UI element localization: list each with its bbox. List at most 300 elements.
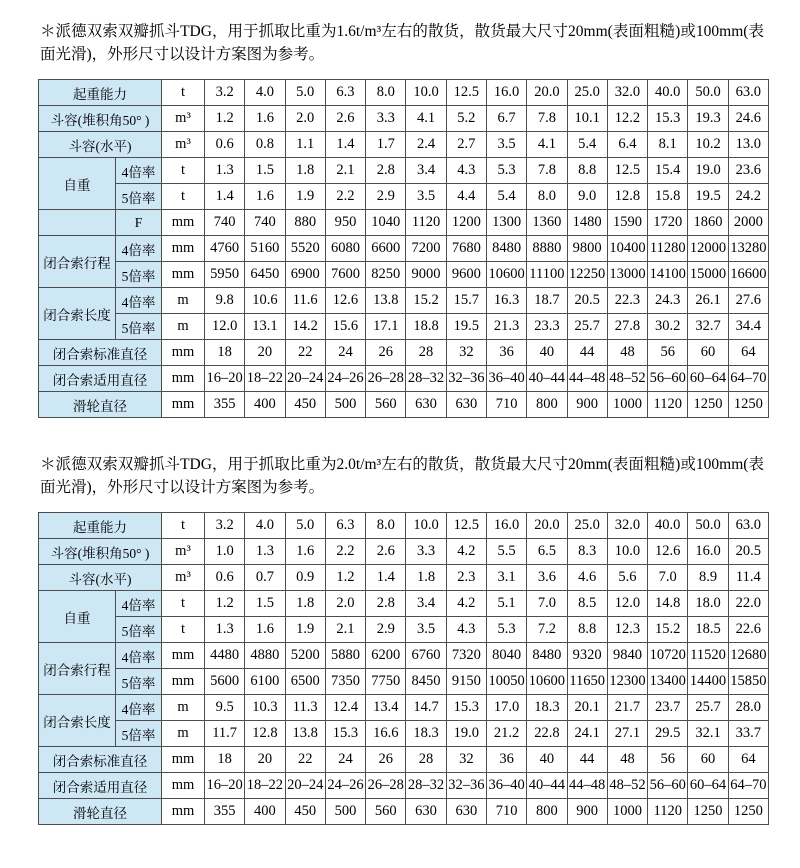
value-cell: 7.8 — [527, 158, 567, 184]
value-cell: 36–40 — [486, 366, 526, 392]
value-cell: 32.0 — [607, 80, 647, 106]
value-cell: 1.9 — [285, 617, 325, 643]
value-cell: 5.0 — [285, 80, 325, 106]
unit-cell: mm — [162, 799, 205, 825]
value-cell: 1.2 — [205, 106, 245, 132]
value-cell: 12.8 — [245, 721, 285, 747]
value-cell: 1.5 — [245, 591, 285, 617]
value-cell: 7750 — [366, 669, 406, 695]
value-cell: 20–24 — [285, 366, 325, 392]
row-label: 斗容(堆积角50° ) — [39, 106, 162, 132]
value-cell: 15850 — [728, 669, 768, 695]
value-cell: 19.5 — [446, 314, 486, 340]
value-cell: 26.1 — [688, 288, 728, 314]
value-cell: 18.5 — [688, 617, 728, 643]
value-cell: 32–36 — [446, 366, 486, 392]
value-cell: 1590 — [607, 210, 647, 236]
value-cell: 9150 — [446, 669, 486, 695]
value-cell: 1120 — [648, 799, 688, 825]
unit-cell: mm — [162, 392, 205, 418]
value-cell: 3.2 — [205, 513, 245, 539]
value-cell: 10720 — [648, 643, 688, 669]
value-cell: 1250 — [728, 799, 768, 825]
value-cell: 10.6 — [245, 288, 285, 314]
row-label: 闭合索标准直径 — [39, 340, 162, 366]
value-cell: 6.3 — [325, 80, 365, 106]
value-cell: 560 — [366, 799, 406, 825]
value-cell: 450 — [285, 799, 325, 825]
intro-paragraph-2: ＊派德双索双瓣抓斗TDG，用于抓取比重为2.0t/m³左右的散货，散货最大尺寸20mm(表面粗糙)或100mm(表面光滑)，外形尺寸以设计方案图为参考。 — [40, 456, 764, 496]
row-group-label — [39, 210, 116, 236]
table-row — [39, 366, 769, 392]
unit-cell: m — [162, 721, 205, 747]
table-row — [39, 721, 769, 747]
value-cell: 24 — [325, 747, 365, 773]
value-cell: 5160 — [245, 236, 285, 262]
value-cell: 40.0 — [648, 80, 688, 106]
value-cell: 44 — [567, 340, 607, 366]
value-cell: 3.5 — [486, 132, 526, 158]
value-cell: 27.8 — [607, 314, 647, 340]
value-cell: 10.3 — [245, 695, 285, 721]
value-cell: 23.6 — [728, 158, 768, 184]
value-cell: 1.4 — [205, 184, 245, 210]
value-cell: 4.2 — [446, 539, 486, 565]
value-cell: 12.8 — [607, 184, 647, 210]
value-cell: 11.6 — [285, 288, 325, 314]
value-cell: 64 — [728, 747, 768, 773]
value-cell: 33.7 — [728, 721, 768, 747]
value-cell: 4480 — [205, 643, 245, 669]
value-cell: 12.5 — [446, 513, 486, 539]
value-cell: 7200 — [406, 236, 446, 262]
value-cell: 17.0 — [486, 695, 526, 721]
value-cell: 18–22 — [245, 366, 285, 392]
row-sub-label: 5倍率 — [116, 184, 162, 210]
value-cell: 8480 — [486, 236, 526, 262]
unit-cell: mm — [162, 340, 205, 366]
unit-cell: m³ — [162, 565, 205, 591]
value-cell: 60–64 — [688, 773, 728, 799]
value-cell: 10600 — [527, 669, 567, 695]
unit-cell: m — [162, 314, 205, 340]
value-cell: 64–70 — [728, 366, 768, 392]
value-cell: 6600 — [366, 236, 406, 262]
value-cell: 8.0 — [366, 513, 406, 539]
value-cell: 15.4 — [648, 158, 688, 184]
value-cell: 22 — [285, 747, 325, 773]
row-label: 斗容(堆积角50° ) — [39, 539, 162, 565]
value-cell: 6450 — [245, 262, 285, 288]
row-label: 斗容(水平) — [39, 565, 162, 591]
value-cell: 9.0 — [567, 184, 607, 210]
value-cell: 450 — [285, 392, 325, 418]
unit-cell: mm — [162, 262, 205, 288]
value-cell: 13.4 — [366, 695, 406, 721]
table-row — [39, 591, 769, 617]
value-cell: 40–44 — [527, 773, 567, 799]
value-cell: 6080 — [325, 236, 365, 262]
row-label: 滑轮直径 — [39, 392, 162, 418]
value-cell: 21.3 — [486, 314, 526, 340]
value-cell: 2.8 — [366, 591, 406, 617]
value-cell: 13.0 — [728, 132, 768, 158]
value-cell: 4760 — [205, 236, 245, 262]
value-cell: 32 — [446, 747, 486, 773]
value-cell: 11650 — [567, 669, 607, 695]
value-cell: 7.0 — [527, 591, 567, 617]
value-cell: 28.0 — [728, 695, 768, 721]
value-cell: 4880 — [245, 643, 285, 669]
value-cell: 16.0 — [486, 513, 526, 539]
value-cell: 6760 — [406, 643, 446, 669]
value-cell: 14.2 — [285, 314, 325, 340]
row-sub-label: 4倍率 — [116, 288, 162, 314]
value-cell: 28 — [406, 747, 446, 773]
value-cell: 40 — [527, 340, 567, 366]
value-cell: 2.2 — [325, 184, 365, 210]
unit-cell: t — [162, 184, 205, 210]
value-cell: 2.9 — [366, 617, 406, 643]
unit-cell: t — [162, 80, 205, 106]
value-cell: 48–52 — [607, 773, 647, 799]
value-cell: 6.5 — [527, 539, 567, 565]
spec-section-2 — [38, 453, 770, 825]
value-cell: 6.4 — [607, 132, 647, 158]
value-cell: 4.1 — [527, 132, 567, 158]
value-cell: 1.1 — [285, 132, 325, 158]
value-cell: 28 — [406, 340, 446, 366]
value-cell: 2.9 — [366, 184, 406, 210]
spec-table-2-body — [39, 513, 769, 825]
value-cell: 740 — [245, 210, 285, 236]
value-cell: 32–36 — [446, 773, 486, 799]
value-cell: 13.8 — [366, 288, 406, 314]
value-cell: 50.0 — [688, 513, 728, 539]
value-cell: 8.8 — [567, 158, 607, 184]
value-cell: 56–60 — [648, 366, 688, 392]
table-row — [39, 314, 769, 340]
value-cell: 1.2 — [205, 591, 245, 617]
value-cell: 630 — [446, 392, 486, 418]
value-cell: 5.0 — [285, 513, 325, 539]
value-cell: 560 — [366, 392, 406, 418]
value-cell: 8.1 — [648, 132, 688, 158]
value-cell: 21.2 — [486, 721, 526, 747]
value-cell: 355 — [205, 799, 245, 825]
unit-cell: mm — [162, 366, 205, 392]
value-cell: 20.5 — [728, 539, 768, 565]
value-cell: 48 — [607, 340, 647, 366]
value-cell: 10.2 — [688, 132, 728, 158]
value-cell: 900 — [567, 392, 607, 418]
row-label: 滑轮直径 — [39, 799, 162, 825]
value-cell: 29.5 — [648, 721, 688, 747]
value-cell: 1.0 — [205, 539, 245, 565]
spec-table-2 — [38, 512, 769, 825]
value-cell: 0.8 — [245, 132, 285, 158]
value-cell: 20.0 — [527, 80, 567, 106]
table-row — [39, 184, 769, 210]
value-cell: 8.9 — [688, 565, 728, 591]
row-sub-label: 4倍率 — [116, 236, 162, 262]
row-sub-label: 4倍率 — [116, 695, 162, 721]
value-cell: 7.2 — [527, 617, 567, 643]
value-cell: 18–22 — [245, 773, 285, 799]
row-label: 闭合索适用直径 — [39, 366, 162, 392]
spec-table-1 — [38, 79, 769, 418]
value-cell: 3.4 — [406, 158, 446, 184]
value-cell: 44–48 — [567, 773, 607, 799]
value-cell: 4.3 — [446, 158, 486, 184]
value-cell: 1360 — [527, 210, 567, 236]
table-row — [39, 643, 769, 669]
value-cell: 60 — [688, 340, 728, 366]
value-cell: 630 — [406, 799, 446, 825]
value-cell: 17.1 — [366, 314, 406, 340]
value-cell: 1250 — [688, 799, 728, 825]
value-cell: 10050 — [486, 669, 526, 695]
value-cell: 12.0 — [205, 314, 245, 340]
value-cell: 2.8 — [366, 158, 406, 184]
value-cell: 24.2 — [728, 184, 768, 210]
row-sub-label: 5倍率 — [116, 617, 162, 643]
value-cell: 7600 — [325, 262, 365, 288]
value-cell: 1.3 — [245, 539, 285, 565]
row-label: 闭合索适用直径 — [39, 773, 162, 799]
value-cell: 8480 — [527, 643, 567, 669]
intro-paragraph-1: ＊派德双索双瓣抓斗TDG，用于抓取比重为1.6t/m³左右的散货，散货最大尺寸20mm(表面粗糙)或100mm(表面光滑)，外形尺寸以设计方案图为参考。 — [40, 23, 764, 63]
value-cell: 400 — [245, 799, 285, 825]
value-cell: 1860 — [688, 210, 728, 236]
value-cell: 1.4 — [366, 565, 406, 591]
value-cell: 24–26 — [325, 366, 365, 392]
value-cell: 10.0 — [406, 80, 446, 106]
value-cell: 23.7 — [648, 695, 688, 721]
value-cell: 2.0 — [285, 106, 325, 132]
value-cell: 5.6 — [607, 565, 647, 591]
unit-cell: m³ — [162, 539, 205, 565]
table-row — [39, 669, 769, 695]
value-cell: 28–32 — [406, 366, 446, 392]
unit-cell: t — [162, 158, 205, 184]
value-cell: 13400 — [648, 669, 688, 695]
value-cell: 5520 — [285, 236, 325, 262]
value-cell: 0.9 — [285, 565, 325, 591]
value-cell: 24–26 — [325, 773, 365, 799]
value-cell: 4.1 — [406, 106, 446, 132]
value-cell: 1.6 — [245, 184, 285, 210]
value-cell: 8450 — [406, 669, 446, 695]
unit-cell: mm — [162, 773, 205, 799]
value-cell: 18.3 — [406, 721, 446, 747]
value-cell: 1.9 — [285, 184, 325, 210]
value-cell: 11.3 — [285, 695, 325, 721]
value-cell: 20 — [245, 747, 285, 773]
value-cell: 11.4 — [728, 565, 768, 591]
table-row — [39, 158, 769, 184]
value-cell: 0.6 — [205, 132, 245, 158]
value-cell: 15.7 — [446, 288, 486, 314]
value-cell: 630 — [446, 799, 486, 825]
value-cell: 1120 — [648, 392, 688, 418]
value-cell: 1.6 — [285, 539, 325, 565]
value-cell: 25.0 — [567, 513, 607, 539]
row-sub-label: 4倍率 — [116, 591, 162, 617]
value-cell: 630 — [406, 392, 446, 418]
unit-cell: mm — [162, 236, 205, 262]
value-cell: 32.7 — [688, 314, 728, 340]
unit-cell: m³ — [162, 106, 205, 132]
table-row — [39, 565, 769, 591]
value-cell: 0.7 — [245, 565, 285, 591]
value-cell: 9600 — [446, 262, 486, 288]
value-cell: 14.8 — [648, 591, 688, 617]
value-cell: 900 — [567, 799, 607, 825]
value-cell: 950 — [325, 210, 365, 236]
value-cell: 1000 — [607, 799, 647, 825]
value-cell: 18 — [205, 747, 245, 773]
value-cell: 1250 — [728, 392, 768, 418]
row-sub-label: 4倍率 — [116, 158, 162, 184]
value-cell: 40–44 — [527, 366, 567, 392]
value-cell: 710 — [486, 799, 526, 825]
value-cell: 56 — [648, 340, 688, 366]
value-cell: 10600 — [486, 262, 526, 288]
value-cell: 20.0 — [527, 513, 567, 539]
value-cell: 5.5 — [486, 539, 526, 565]
value-cell: 740 — [205, 210, 245, 236]
value-cell: 22 — [285, 340, 325, 366]
value-cell: 9320 — [567, 643, 607, 669]
value-cell: 56–60 — [648, 773, 688, 799]
value-cell: 2.1 — [325, 158, 365, 184]
value-cell: 36 — [486, 340, 526, 366]
row-label: 闭合索标准直径 — [39, 747, 162, 773]
row-label: 起重能力 — [39, 513, 162, 539]
value-cell: 12680 — [728, 643, 768, 669]
value-cell: 19.3 — [688, 106, 728, 132]
spec-table-1-body — [39, 80, 769, 418]
value-cell: 5.3 — [486, 617, 526, 643]
value-cell: 32 — [446, 340, 486, 366]
unit-cell: m — [162, 288, 205, 314]
table-row — [39, 392, 769, 418]
value-cell: 2000 — [728, 210, 768, 236]
value-cell: 27.6 — [728, 288, 768, 314]
unit-cell: mm — [162, 747, 205, 773]
value-cell: 8.8 — [567, 617, 607, 643]
value-cell: 56 — [648, 747, 688, 773]
value-cell: 13000 — [607, 262, 647, 288]
value-cell: 36 — [486, 747, 526, 773]
row-label: 斗容(水平) — [39, 132, 162, 158]
value-cell: 15.3 — [446, 695, 486, 721]
value-cell: 4.0 — [245, 513, 285, 539]
value-cell: 3.4 — [406, 591, 446, 617]
value-cell: 6200 — [366, 643, 406, 669]
value-cell: 50.0 — [688, 80, 728, 106]
value-cell: 63.0 — [728, 80, 768, 106]
value-cell: 3.5 — [406, 617, 446, 643]
value-cell: 5880 — [325, 643, 365, 669]
value-cell: 2.2 — [325, 539, 365, 565]
value-cell: 28–32 — [406, 773, 446, 799]
value-cell: 12.0 — [607, 591, 647, 617]
row-group-label: 自重 — [39, 591, 116, 643]
value-cell: 16600 — [728, 262, 768, 288]
value-cell: 24.6 — [728, 106, 768, 132]
value-cell: 10400 — [607, 236, 647, 262]
value-cell: 6.3 — [325, 513, 365, 539]
value-cell: 60–64 — [688, 366, 728, 392]
row-sub-label: 5倍率 — [116, 721, 162, 747]
value-cell: 500 — [325, 799, 365, 825]
value-cell: 10.0 — [406, 513, 446, 539]
value-cell: 5.3 — [486, 158, 526, 184]
value-cell: 1200 — [446, 210, 486, 236]
unit-cell: t — [162, 591, 205, 617]
value-cell: 15.2 — [648, 617, 688, 643]
row-label: 起重能力 — [39, 80, 162, 106]
value-cell: 11520 — [688, 643, 728, 669]
value-cell: 800 — [527, 392, 567, 418]
value-cell: 63.0 — [728, 513, 768, 539]
value-cell: 11100 — [527, 262, 567, 288]
table-row — [39, 288, 769, 314]
row-sub-label: 5倍率 — [116, 314, 162, 340]
value-cell: 64–70 — [728, 773, 768, 799]
row-sub-label: F — [116, 210, 162, 236]
row-group-label: 闭合索长度 — [39, 288, 116, 340]
value-cell: 6100 — [245, 669, 285, 695]
value-cell: 6.7 — [486, 106, 526, 132]
value-cell: 16–20 — [205, 773, 245, 799]
value-cell: 30.2 — [648, 314, 688, 340]
value-cell: 5.1 — [486, 591, 526, 617]
value-cell: 1.4 — [325, 132, 365, 158]
value-cell: 3.2 — [205, 80, 245, 106]
value-cell: 1.3 — [205, 158, 245, 184]
table-row — [39, 106, 769, 132]
value-cell: 2.3 — [446, 565, 486, 591]
table-row — [39, 695, 769, 721]
value-cell: 11280 — [648, 236, 688, 262]
value-cell: 25.7 — [567, 314, 607, 340]
value-cell: 8.5 — [567, 591, 607, 617]
value-cell: 21.7 — [607, 695, 647, 721]
value-cell: 1720 — [648, 210, 688, 236]
value-cell: 20–24 — [285, 773, 325, 799]
row-group-label: 自重 — [39, 158, 116, 210]
value-cell: 26 — [366, 340, 406, 366]
value-cell: 1.6 — [245, 106, 285, 132]
table-row — [39, 539, 769, 565]
table-row — [39, 132, 769, 158]
value-cell: 22.6 — [728, 617, 768, 643]
value-cell: 15000 — [688, 262, 728, 288]
value-cell: 3.6 — [527, 565, 567, 591]
value-cell: 8880 — [527, 236, 567, 262]
value-cell: 9.8 — [205, 288, 245, 314]
value-cell: 14.7 — [406, 695, 446, 721]
value-cell: 15.8 — [648, 184, 688, 210]
unit-cell: t — [162, 617, 205, 643]
value-cell: 7.0 — [648, 565, 688, 591]
value-cell: 4.3 — [446, 617, 486, 643]
table-row — [39, 210, 769, 236]
table-row — [39, 617, 769, 643]
